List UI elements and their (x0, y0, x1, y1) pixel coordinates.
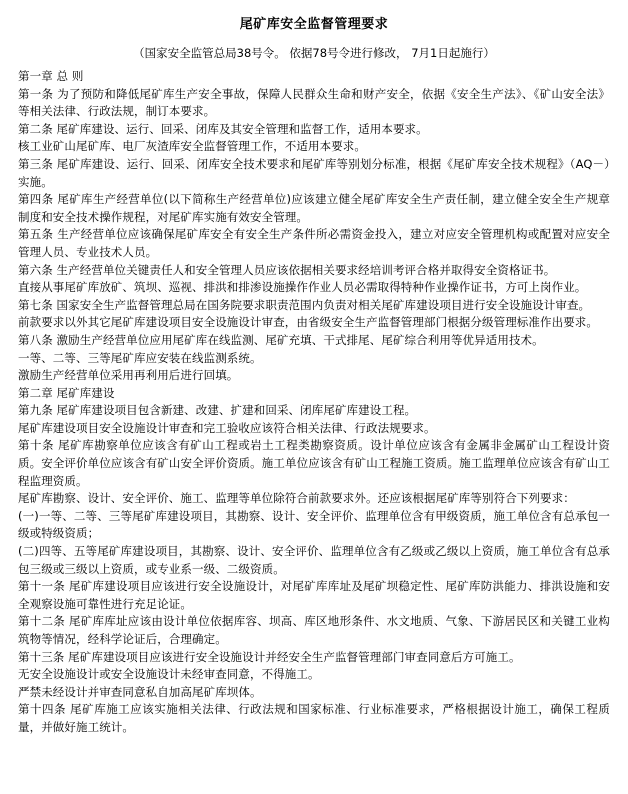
paragraph: 无安全设施设计或安全设施设计未经审查同意，不得施工。 (18, 667, 320, 682)
paragraph: 前款要求以外其它尾矿库建设项目安全设施设计审查，由省级安全生产监督管理部门根据分级管理标准作出要求。 (18, 315, 598, 330)
paragraph: 第十三条 尾矿库建设项目应该进行安全设施设计并经安全生产监督管理部门审查同意后方可施工。 (18, 649, 521, 664)
paragraph: 核工业矿山尾矿库、电厂灰渣库安全监督管理工作，不适用本要求。 (18, 139, 366, 154)
paragraph: 直接从事尾矿库放矿、筑坝、巡视、排洪和排渗设施操作作业人员必需取得特种作业操作证书，方可上岗作业。 (18, 280, 587, 295)
paragraph: 第七条 国家安全生产监督管理总局在国务院要求职责范围内负责对相关尾矿库建设项目进行安全设施设计审查。 (18, 297, 591, 312)
paragraph: 一等、二等、三等尾矿库应安装在线监测系统。 (18, 350, 262, 365)
paragraph: 严禁未经设计并审查同意私自加高尾矿库坝体。 (18, 684, 262, 699)
paragraph: 尾矿库勘察、设计、安全评价、施工、监理等单位除符合前款要求外。还应该根据尾矿库等别符合下列要求： (18, 491, 575, 506)
paragraph: (一)一等、二等、三等尾矿库建设项目，其勘察、设计、安全评价、监理单位含有甲级资质，施工单位含有总承包一级或特级资质； (18, 508, 610, 541)
paragraph: 第十条 尾矿库勘察单位应该含有矿山工程或岩土工程类勘察资质。设计单位应该含有金属非金属矿山工程设计资质。安全评价单位应该含有矿山安全评价资质。施工单位应该含有矿山工程施工资质。施工监理单位应该含有矿山工程监理资质。 (18, 438, 610, 488)
paragraph: (二)四等、五等尾矿库建设项目，其勘察、设计、安全评价、监理单位含有乙级或乙级以上资质，施工单位含有总承包三级或三级以上资质，或专业系一级、二级资质。 (18, 544, 610, 576)
paragraph: 第十二条 尾矿库库址应该由设计单位依据库容、坝高、库区地形条件、水文地质、气象、下游居民区和关键工业构筑物等情况，经科学论证后，合理确定。 (18, 614, 610, 646)
paragraph: 尾矿库建设项目安全设施设计审查和完工验收应该符合相关法律、行政法规要求。 (18, 420, 436, 435)
paragraph: 第四条 尾矿库生产经营单位(以下简称生产经营单位)应该建立健全尾矿库安全生产责任制，建立健全安全生产规章制度和安全技术操作规程，对尾矿库实施有效安全管理。 (18, 192, 610, 224)
paragraph: 第十四条 尾矿库施工应该实施相关法律、行政法规和国家标准、行业标准要求，严格根据设计施工，确保工程质量，并做好施工统计。 (18, 702, 610, 734)
paragraph: 第九条 尾矿库建设项目包含新建、改建、扩建和回采、闭库尾矿库建设工程。 (18, 403, 417, 418)
page-title: 尾矿库安全监督管理要求 (239, 17, 389, 32)
paragraph: 第一条 为了预防和降低尾矿库生产安全事故，保障人民群众生命和财产安全，依据《安全生产法》、《矿山安全法》等相关法律、行政法规，制订本要求。 (18, 86, 610, 119)
paragraph: 第三条 尾矿库建设、运行、回采、闭库安全技术要求和尾矿库等别划分标准，根据《尾矿库安全技术规程》（AQ－）实施。 (18, 156, 610, 189)
paragraph: 第五条 生产经营单位应该确保尾矿库安全有安全生产条件所必需资金投入，建立对应安全管理机构或配置对应安全管理人员、专业技术人员。 (18, 227, 610, 259)
paragraph: 第二章 尾矿库建设 (18, 385, 115, 400)
paragraph: 第八条 激励生产经营单位应用尾矿库在线监测、尾矿充填、干式排尾、尾矿综合利用等优异适用技术。 (18, 332, 544, 347)
paragraph: 激励生产经营单位采用再利用后进行回填。 (18, 368, 239, 383)
paragraph: 第十一条 尾矿库建设项目应该进行安全设施设计，对尾矿库库址及尾矿坝稳定性、尾矿库防洪能力、排洪设施和安全观察设施可靠性进行充足论证。 (18, 579, 610, 611)
paragraph: 第一章 总 则 (18, 69, 84, 83)
document-subtitle: （国家安全监管总局38号令。 依据78号令进行修改， 7月1日起施行） (133, 46, 495, 60)
paragraph: 第六条 生产经营单位关键责任人和安全管理人员应该依据相关要求经培训考评合格并取得安全资格证书。 (18, 262, 556, 277)
paragraph: 第二条 尾矿库建设、运行、回采、闭库及其安全管理和监督工作，适用本要求。 (18, 121, 428, 136)
document-body (18, 68, 610, 737)
